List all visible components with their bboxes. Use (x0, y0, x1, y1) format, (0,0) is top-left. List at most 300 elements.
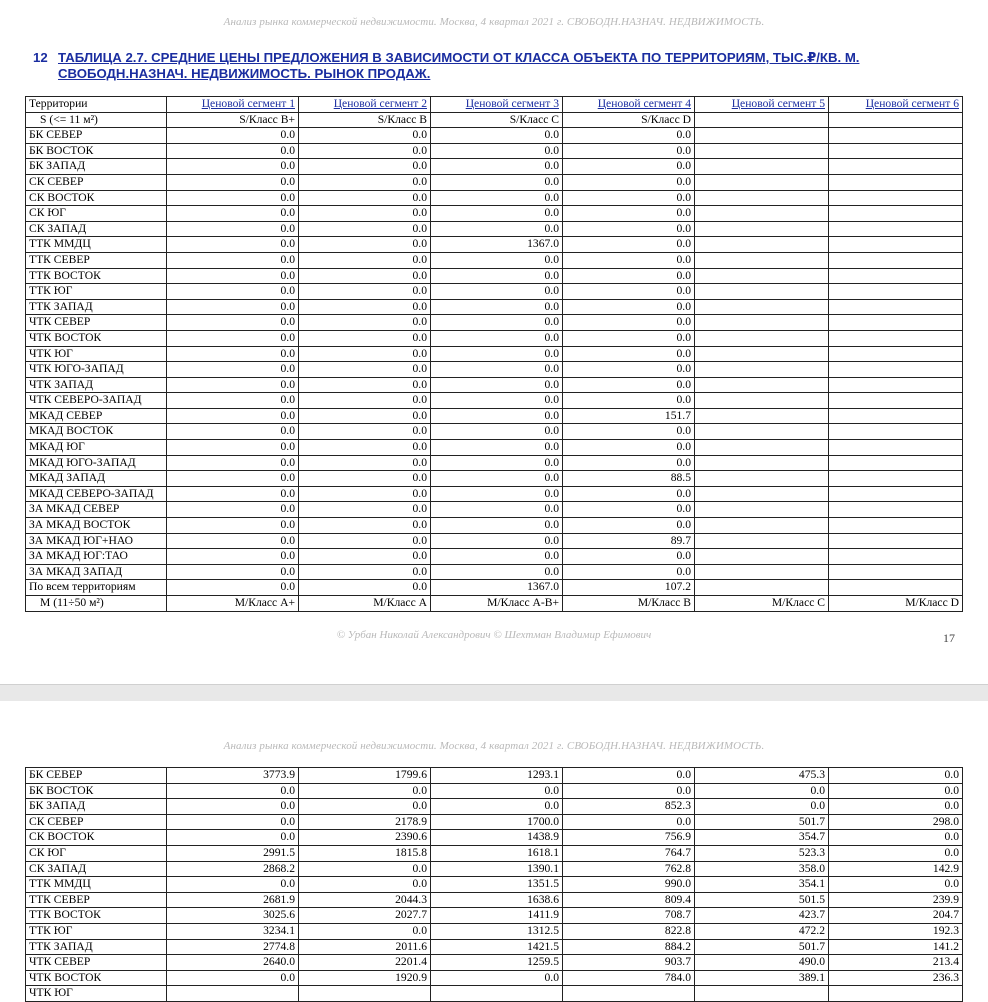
price-cell (829, 237, 963, 253)
price-cell: 0.0 (563, 190, 695, 206)
price-cell (829, 424, 963, 440)
territory-name: СК ЮГ (26, 845, 167, 861)
price-cell: 822.8 (563, 923, 695, 939)
price-cell: 0.0 (829, 830, 963, 846)
segment-3-link[interactable]: Ценовой сегмент 3 (431, 97, 563, 113)
price-cell: 0.0 (167, 970, 299, 986)
table-row (26, 845, 963, 861)
price-cell: 472.2 (695, 923, 829, 939)
price-cell: 2390.6 (299, 830, 431, 846)
price-cell: 0.0 (299, 143, 431, 159)
price-cell: 756.9 (563, 830, 695, 846)
table-row (26, 768, 963, 784)
price-cell (829, 206, 963, 222)
price-cell (695, 986, 829, 1002)
price-cell (829, 580, 963, 596)
price-cell: 0.0 (829, 768, 963, 784)
price-cell (829, 362, 963, 378)
s-class-cell: S/Класс B (299, 112, 431, 128)
table-row (26, 206, 963, 222)
price-cell: 1700.0 (431, 814, 563, 830)
running-header: Анализ рынка коммерческой недвижимости. Москва, 4 квартал 2021 г. СВОБОДН.НАЗНАЧ. НЕДВИЖИМОСТЬ. (223, 16, 765, 28)
price-cell: 0.0 (299, 486, 431, 502)
price-cell (695, 424, 829, 440)
price-cell: 1411.9 (431, 908, 563, 924)
price-cell (695, 486, 829, 502)
price-cell: 0.0 (167, 455, 299, 471)
table-row (26, 955, 963, 971)
price-cell: 213.4 (829, 955, 963, 971)
m-class-row (26, 596, 963, 612)
price-cell: 0.0 (431, 502, 563, 518)
price-cell: 0.0 (299, 159, 431, 175)
price-cell: 2011.6 (299, 939, 431, 955)
price-cell (431, 986, 563, 1002)
price-cell: 0.0 (299, 440, 431, 456)
table-row (26, 252, 963, 268)
table-1-body (26, 128, 963, 596)
table-row (26, 455, 963, 471)
price-table-2 (25, 767, 963, 1002)
table-row (26, 564, 963, 580)
price-cell: 0.0 (299, 502, 431, 518)
price-cell (829, 986, 963, 1002)
price-cell (695, 206, 829, 222)
price-cell: 0.0 (167, 502, 299, 518)
territory-name: БК ВОСТОК (26, 783, 167, 799)
price-cell (695, 408, 829, 424)
price-cell: 0.0 (563, 206, 695, 222)
price-cell: 0.0 (431, 143, 563, 159)
territory-name: ТТК ЮГ (26, 923, 167, 939)
table-row (26, 440, 963, 456)
table-row (26, 424, 963, 440)
price-cell: 0.0 (167, 533, 299, 549)
price-cell: 0.0 (167, 814, 299, 830)
price-cell: 2027.7 (299, 908, 431, 924)
price-cell: 762.8 (563, 861, 695, 877)
price-cell (695, 252, 829, 268)
price-cell: 852.3 (563, 799, 695, 815)
price-cell: 0.0 (167, 783, 299, 799)
price-table-1 (25, 96, 963, 612)
price-cell: 0.0 (829, 877, 963, 893)
copyright-footer: © Урбан Николай Александрович © Шехтман Владимир Ефимович (336, 629, 652, 641)
price-cell: 0.0 (167, 268, 299, 284)
price-cell: 0.0 (299, 190, 431, 206)
segment-header-row (26, 97, 963, 113)
price-cell: 0.0 (431, 128, 563, 144)
price-cell: 0.0 (167, 143, 299, 159)
price-cell: 0.0 (431, 799, 563, 815)
price-cell (829, 440, 963, 456)
price-cell: 89.7 (563, 533, 695, 549)
page-number: 17 (943, 631, 955, 645)
price-cell: 298.0 (829, 814, 963, 830)
price-cell: 141.2 (829, 939, 963, 955)
price-cell (695, 455, 829, 471)
price-cell: 0.0 (563, 221, 695, 237)
price-cell: 1438.9 (431, 830, 563, 846)
territory-name: МКАД ЗАПАД (26, 471, 167, 487)
price-cell: 0.0 (431, 362, 563, 378)
territory-name: БК ЗАПАД (26, 159, 167, 175)
table-row (26, 174, 963, 190)
price-cell: 0.0 (431, 533, 563, 549)
price-cell (695, 237, 829, 253)
price-cell: 0.0 (431, 549, 563, 565)
table-row (26, 284, 963, 300)
territory-name: ЧТК ЗАПАД (26, 377, 167, 393)
table-row (26, 502, 963, 518)
table-row (26, 923, 963, 939)
price-cell (829, 346, 963, 362)
price-cell (695, 346, 829, 362)
price-cell: 3025.6 (167, 908, 299, 924)
price-cell: 0.0 (167, 221, 299, 237)
table-title (33, 50, 963, 82)
price-cell: 0.0 (167, 206, 299, 222)
price-cell: 0.0 (167, 330, 299, 346)
price-cell: 0.0 (299, 424, 431, 440)
price-cell: 0.0 (299, 268, 431, 284)
price-cell: 0.0 (563, 440, 695, 456)
price-cell: 0.0 (563, 783, 695, 799)
territory-name: СК ВОСТОК (26, 830, 167, 846)
price-cell: 0.0 (299, 783, 431, 799)
table-row (26, 143, 963, 159)
price-cell (829, 518, 963, 534)
price-cell: 0.0 (563, 237, 695, 253)
price-cell (695, 533, 829, 549)
price-cell: 0.0 (431, 377, 563, 393)
territory-name: ЧТК ЮГО-ЗАПАД (26, 362, 167, 378)
territory-name: ЧТК ВОСТОК (26, 970, 167, 986)
price-cell: 903.7 (563, 955, 695, 971)
price-cell: 0.0 (431, 299, 563, 315)
price-cell (695, 362, 829, 378)
territory-name: МКАД ЮГ (26, 440, 167, 456)
s-size-label: S (<= 11 м²) (26, 112, 167, 128)
price-cell: 358.0 (695, 861, 829, 877)
price-cell: 2991.5 (167, 845, 299, 861)
territory-name: СК ЗАПАД (26, 861, 167, 877)
price-cell (695, 580, 829, 596)
price-cell: 423.7 (695, 908, 829, 924)
price-cell: 0.0 (563, 362, 695, 378)
price-cell: 0.0 (431, 564, 563, 580)
territory-name: БК ВОСТОК (26, 143, 167, 159)
price-cell: 1638.6 (431, 892, 563, 908)
price-cell: 1259.5 (431, 955, 563, 971)
segment-2-link[interactable]: Ценовой сегмент 2 (299, 97, 431, 113)
table-row (26, 830, 963, 846)
price-cell (829, 190, 963, 206)
price-cell: 0.0 (299, 174, 431, 190)
table-row (26, 299, 963, 315)
price-cell: 1293.1 (431, 768, 563, 784)
price-cell: 0.0 (431, 252, 563, 268)
segment-1-link[interactable]: Ценовой сегмент 1 (167, 97, 299, 113)
table-row (26, 190, 963, 206)
price-cell: 0.0 (431, 440, 563, 456)
price-cell: 0.0 (431, 190, 563, 206)
table-row (26, 408, 963, 424)
table-row (26, 377, 963, 393)
price-cell: 0.0 (431, 268, 563, 284)
price-cell: 884.2 (563, 939, 695, 955)
price-cell: 475.3 (695, 768, 829, 784)
segment-5-link[interactable]: Ценовой сегмент 5 (695, 97, 829, 113)
price-cell (829, 502, 963, 518)
price-cell (695, 268, 829, 284)
price-cell: 0.0 (299, 221, 431, 237)
price-cell: 0.0 (563, 502, 695, 518)
territory-name: СК ВОСТОК (26, 190, 167, 206)
price-cell: 0.0 (299, 237, 431, 253)
territory-name: ТТК ВОСТОК (26, 268, 167, 284)
price-cell: 0.0 (299, 455, 431, 471)
price-cell: 0.0 (563, 315, 695, 331)
price-cell (167, 986, 299, 1002)
price-cell: 0.0 (563, 377, 695, 393)
price-cell: 0.0 (167, 252, 299, 268)
price-cell: 0.0 (299, 923, 431, 939)
price-cell (695, 393, 829, 409)
price-cell: 2774.8 (167, 939, 299, 955)
price-cell (695, 299, 829, 315)
price-cell (829, 564, 963, 580)
price-cell: 0.0 (829, 799, 963, 815)
title-number: 12 (33, 50, 48, 65)
price-cell: 0.0 (299, 393, 431, 409)
table-row (26, 549, 963, 565)
price-cell (695, 502, 829, 518)
price-cell: 0.0 (431, 408, 563, 424)
price-cell: 0.0 (299, 315, 431, 331)
territory-name: ЗА МКАД ЗАПАД (26, 564, 167, 580)
price-cell: 1351.5 (431, 877, 563, 893)
table-row (26, 221, 963, 237)
price-cell (829, 174, 963, 190)
price-cell: 0.0 (563, 174, 695, 190)
price-cell: 0.0 (167, 159, 299, 175)
price-cell: 1312.5 (431, 923, 563, 939)
price-cell (695, 471, 829, 487)
s-class-cell (829, 112, 963, 128)
table-row (26, 908, 963, 924)
price-cell (829, 393, 963, 409)
price-cell: 0.0 (299, 799, 431, 815)
price-cell: 0.0 (431, 970, 563, 986)
price-cell: 0.0 (167, 346, 299, 362)
price-cell: 0.0 (299, 877, 431, 893)
price-cell: 0.0 (431, 174, 563, 190)
table-row (26, 486, 963, 502)
price-cell: 0.0 (299, 518, 431, 534)
price-cell: 0.0 (167, 190, 299, 206)
segment-6-link[interactable]: Ценовой сегмент 6 (829, 97, 963, 113)
price-cell: 88.5 (563, 471, 695, 487)
table-row (26, 939, 963, 955)
price-cell: 0.0 (431, 455, 563, 471)
price-cell: 501.5 (695, 892, 829, 908)
price-cell: 3773.9 (167, 768, 299, 784)
price-cell: 389.1 (695, 970, 829, 986)
price-cell (695, 174, 829, 190)
price-cell: 107.2 (563, 580, 695, 596)
territory-name: ЗА МКАД ЮГ:ТАО (26, 549, 167, 565)
price-cell: 0.0 (167, 362, 299, 378)
price-cell (829, 533, 963, 549)
table-row (26, 518, 963, 534)
table-row (26, 799, 963, 815)
m-class-cell: M/Класс A+ (167, 596, 299, 612)
price-cell: 0.0 (299, 533, 431, 549)
territory-name: СК СЕВЕР (26, 814, 167, 830)
territory-name: МКАД ЮГО-ЗАПАД (26, 455, 167, 471)
segment-4-link[interactable]: Ценовой сегмент 4 (563, 97, 695, 113)
table-row (26, 471, 963, 487)
territory-name: ЧТК СЕВЕР (26, 955, 167, 971)
price-cell: 708.7 (563, 908, 695, 924)
table-row (26, 268, 963, 284)
territory-name: По всем территориям (26, 580, 167, 596)
price-cell: 0.0 (299, 377, 431, 393)
price-cell: 0.0 (167, 518, 299, 534)
territory-name: ТТК ЗАПАД (26, 939, 167, 955)
table-row (26, 986, 963, 1002)
price-cell: 0.0 (563, 159, 695, 175)
price-cell: 2178.9 (299, 814, 431, 830)
price-cell (829, 330, 963, 346)
title-line-1[interactable]: ТАБЛИЦА 2.7. СРЕДНИЕ ЦЕНЫ ПРЕДЛОЖЕНИЯ В ЗАВИСИМОСТИ ОТ КЛАССА ОБЪЕКТА ПО ТЕРРИТОРИЯМ, ТЫС.₽/КВ. М. (58, 50, 860, 65)
territory-name: БК СЕВЕР (26, 128, 167, 144)
price-cell: 0.0 (299, 362, 431, 378)
price-cell (829, 471, 963, 487)
price-cell: 0.0 (167, 284, 299, 300)
territory-name: ЗА МКАД ВОСТОК (26, 518, 167, 534)
price-cell: 0.0 (563, 252, 695, 268)
price-cell: 0.0 (563, 564, 695, 580)
price-cell: 1390.1 (431, 861, 563, 877)
price-cell (563, 986, 695, 1002)
territory-name: ЗА МКАД ЮГ+НАО (26, 533, 167, 549)
price-cell (829, 455, 963, 471)
title-line-2[interactable]: СВОБОДН.НАЗНАЧ. НЕДВИЖИМОСТЬ. РЫНОК ПРОДАЖ. (58, 66, 431, 81)
table-row (26, 533, 963, 549)
price-cell: 0.0 (829, 845, 963, 861)
price-cell: 192.3 (829, 923, 963, 939)
table-row (26, 159, 963, 175)
s-class-cell: S/Класс B+ (167, 112, 299, 128)
territory-name: БК СЕВЕР (26, 768, 167, 784)
price-cell (829, 377, 963, 393)
price-cell: 0.0 (563, 518, 695, 534)
price-cell: 0.0 (167, 424, 299, 440)
territory-name: ЧТК СЕВЕР (26, 315, 167, 331)
price-cell: 0.0 (563, 128, 695, 144)
s-class-row (26, 112, 963, 128)
territory-name: ЧТК ЮГ (26, 986, 167, 1002)
table-2-body (26, 768, 963, 1002)
price-cell: 0.0 (431, 159, 563, 175)
price-cell: 0.0 (167, 174, 299, 190)
price-cell: 0.0 (299, 408, 431, 424)
price-cell: 0.0 (299, 299, 431, 315)
price-cell: 1920.9 (299, 970, 431, 986)
price-cell: 1799.6 (299, 768, 431, 784)
price-cell (829, 128, 963, 144)
page-separator (0, 684, 988, 702)
price-cell: 0.0 (299, 861, 431, 877)
price-cell (695, 143, 829, 159)
territory-name: ЧТК ВОСТОК (26, 330, 167, 346)
price-cell: 0.0 (563, 549, 695, 565)
price-cell (695, 190, 829, 206)
price-cell: 0.0 (431, 486, 563, 502)
price-cell (829, 143, 963, 159)
price-cell (829, 486, 963, 502)
price-cell: 0.0 (695, 783, 829, 799)
price-cell (829, 252, 963, 268)
price-cell: 0.0 (563, 299, 695, 315)
price-cell (695, 549, 829, 565)
price-cell: 0.0 (167, 315, 299, 331)
price-cell: 0.0 (563, 486, 695, 502)
price-cell: 0.0 (299, 549, 431, 565)
m-size-label: M (11÷50 м²) (26, 596, 167, 612)
table-row (26, 393, 963, 409)
m-class-cell: M/Класс D (829, 596, 963, 612)
price-cell (299, 986, 431, 1002)
territory-name: МКАД СЕВЕРО-ЗАПАД (26, 486, 167, 502)
territory-name: ТТК ВОСТОК (26, 908, 167, 924)
territory-name: МКАД СЕВЕР (26, 408, 167, 424)
price-cell (829, 408, 963, 424)
price-cell: 1815.8 (299, 845, 431, 861)
price-cell (695, 128, 829, 144)
price-cell: 2201.4 (299, 955, 431, 971)
price-cell (695, 315, 829, 331)
price-cell: 0.0 (563, 455, 695, 471)
price-cell (695, 564, 829, 580)
price-cell: 1421.5 (431, 939, 563, 955)
pdf-page-18 (0, 701, 988, 1000)
table-row (26, 330, 963, 346)
price-cell: 0.0 (167, 580, 299, 596)
price-cell: 0.0 (563, 330, 695, 346)
price-cell (829, 299, 963, 315)
price-cell (829, 315, 963, 331)
price-cell: 0.0 (563, 284, 695, 300)
table-row (26, 315, 963, 331)
m-class-cell: M/Класс A (299, 596, 431, 612)
price-cell: 0.0 (167, 440, 299, 456)
price-cell: 0.0 (431, 315, 563, 331)
price-cell: 0.0 (167, 128, 299, 144)
territory-name: СК ЮГ (26, 206, 167, 222)
table-row (26, 877, 963, 893)
price-cell: 0.0 (431, 284, 563, 300)
price-cell: 764.7 (563, 845, 695, 861)
price-cell (829, 284, 963, 300)
table-row (26, 970, 963, 986)
price-cell: 1367.0 (431, 580, 563, 596)
table-row (26, 892, 963, 908)
price-cell (695, 377, 829, 393)
price-cell: 0.0 (167, 377, 299, 393)
